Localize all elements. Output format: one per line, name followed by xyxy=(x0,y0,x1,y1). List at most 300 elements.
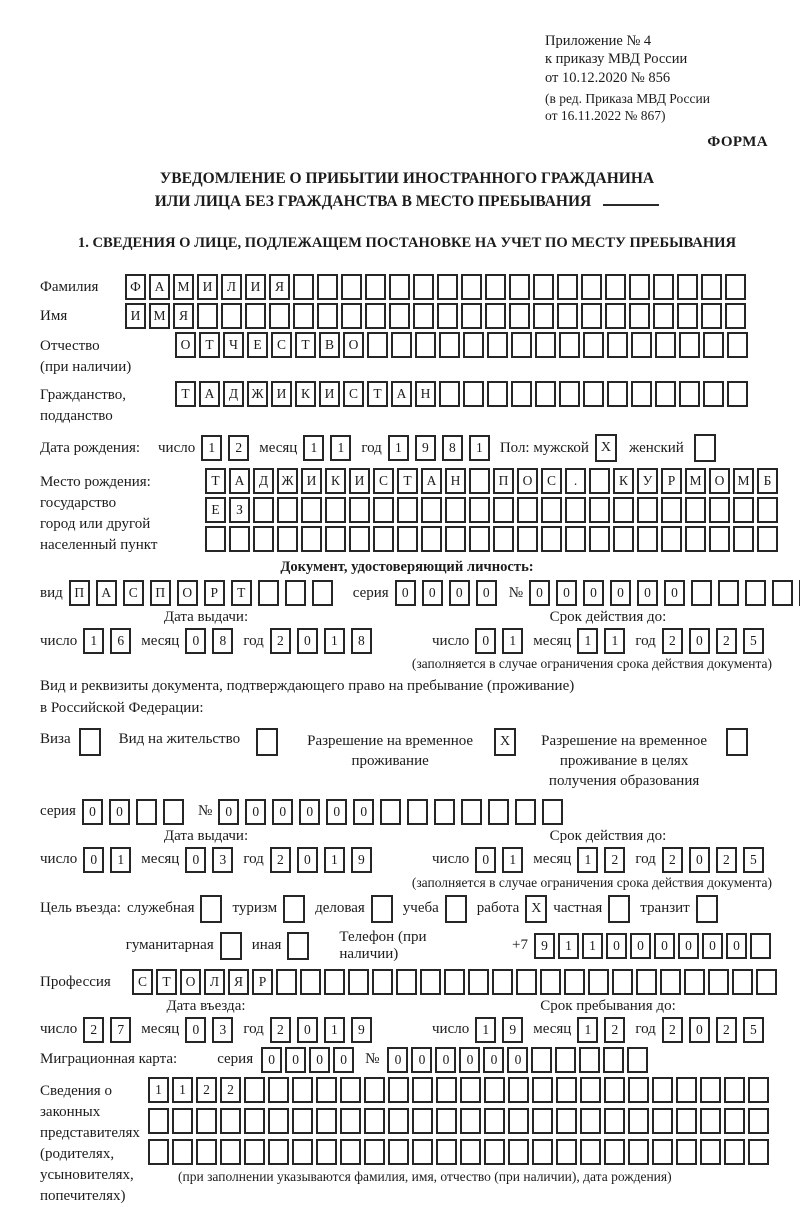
char-box[interactable] xyxy=(581,274,602,300)
char-box[interactable]: 0 xyxy=(664,580,685,606)
char-box[interactable] xyxy=(660,969,681,995)
char-box[interactable] xyxy=(388,1108,409,1134)
char-box[interactable] xyxy=(757,497,778,523)
char-box[interactable]: 0 xyxy=(353,799,374,825)
char-box[interactable]: 2 xyxy=(270,628,291,654)
char-box[interactable] xyxy=(748,1139,769,1165)
char-box[interactable]: Н xyxy=(415,381,436,407)
char-box[interactable] xyxy=(679,381,700,407)
char-box[interactable]: 1 xyxy=(330,435,351,461)
char-box[interactable]: 1 xyxy=(83,628,104,654)
char-box[interactable]: С xyxy=(373,468,394,494)
char-box[interactable]: О xyxy=(177,580,198,606)
char-box[interactable] xyxy=(488,799,509,825)
char-box[interactable] xyxy=(340,1077,361,1103)
char-box[interactable] xyxy=(341,274,362,300)
char-box[interactable]: Т xyxy=(397,468,418,494)
char-box[interactable]: И xyxy=(349,468,370,494)
char-box[interactable] xyxy=(349,526,370,552)
char-box[interactable]: 0 xyxy=(395,580,416,606)
char-box[interactable]: Ф xyxy=(125,274,146,300)
char-box[interactable] xyxy=(292,1108,313,1134)
char-box[interactable] xyxy=(268,1139,289,1165)
char-box[interactable]: О xyxy=(175,332,196,358)
char-box[interactable] xyxy=(365,303,386,329)
char-box[interactable]: 2 xyxy=(716,628,737,654)
char-box[interactable]: В xyxy=(319,332,340,358)
char-box[interactable] xyxy=(436,1139,457,1165)
char-box[interactable]: И xyxy=(301,468,322,494)
char-box[interactable] xyxy=(727,332,748,358)
char-box[interactable] xyxy=(292,1139,313,1165)
char-box[interactable] xyxy=(555,1047,576,1073)
char-box[interactable]: 0 xyxy=(326,799,347,825)
char-box[interactable]: 0 xyxy=(483,1047,504,1073)
char-box[interactable]: 0 xyxy=(387,1047,408,1073)
char-box[interactable] xyxy=(652,1108,673,1134)
char-box[interactable]: Т xyxy=(199,332,220,358)
char-box[interactable]: 0 xyxy=(606,933,627,959)
char-box[interactable]: О xyxy=(709,468,730,494)
char-box[interactable]: 2 xyxy=(83,1017,104,1043)
char-box[interactable]: Т xyxy=(205,468,226,494)
char-box[interactable] xyxy=(757,526,778,552)
char-box[interactable] xyxy=(439,332,460,358)
char-box[interactable] xyxy=(388,1077,409,1103)
char-box[interactable]: 0 xyxy=(411,1047,432,1073)
visa-checkbox[interactable] xyxy=(79,728,101,756)
char-box[interactable]: 0 xyxy=(285,1047,306,1073)
char-box[interactable] xyxy=(629,274,650,300)
char-box[interactable] xyxy=(750,933,771,959)
char-box[interactable] xyxy=(348,969,369,995)
char-box[interactable] xyxy=(220,1139,241,1165)
char-box[interactable] xyxy=(725,303,746,329)
char-box[interactable] xyxy=(677,303,698,329)
char-box[interactable]: Т xyxy=(295,332,316,358)
char-box[interactable]: Я xyxy=(269,274,290,300)
char-box[interactable]: 1 xyxy=(577,847,598,873)
char-box[interactable]: Я xyxy=(173,303,194,329)
char-box[interactable] xyxy=(628,1077,649,1103)
char-box[interactable] xyxy=(445,497,466,523)
char-box[interactable]: Т xyxy=(156,969,177,995)
char-box[interactable] xyxy=(516,969,537,995)
char-box[interactable]: М xyxy=(685,468,706,494)
char-box[interactable] xyxy=(484,1139,505,1165)
char-box[interactable] xyxy=(637,526,658,552)
char-box[interactable] xyxy=(540,969,561,995)
char-box[interactable] xyxy=(700,1139,721,1165)
char-box[interactable] xyxy=(469,497,490,523)
char-box[interactable] xyxy=(469,468,490,494)
char-box[interactable]: А xyxy=(149,274,170,300)
char-box[interactable] xyxy=(324,969,345,995)
char-box[interactable]: У xyxy=(637,468,658,494)
char-box[interactable]: С xyxy=(132,969,153,995)
char-box[interactable] xyxy=(365,274,386,300)
char-box[interactable]: Ж xyxy=(247,381,268,407)
char-box[interactable] xyxy=(541,526,562,552)
char-box[interactable] xyxy=(487,381,508,407)
char-box[interactable]: 2 xyxy=(604,847,625,873)
char-box[interactable]: 0 xyxy=(185,628,206,654)
char-box[interactable] xyxy=(276,969,297,995)
char-box[interactable] xyxy=(509,274,530,300)
char-box[interactable] xyxy=(604,1108,625,1134)
char-box[interactable] xyxy=(613,526,634,552)
char-box[interactable] xyxy=(629,303,650,329)
char-box[interactable] xyxy=(148,1139,169,1165)
char-box[interactable] xyxy=(700,1108,721,1134)
residence-permit-checkbox[interactable] xyxy=(256,728,278,756)
char-box[interactable] xyxy=(485,274,506,300)
char-box[interactable] xyxy=(388,1139,409,1165)
char-box[interactable] xyxy=(745,580,766,606)
char-box[interactable] xyxy=(373,526,394,552)
char-box[interactable] xyxy=(407,799,428,825)
char-box[interactable]: 0 xyxy=(297,628,318,654)
char-box[interactable] xyxy=(484,1108,505,1134)
purpose-humanitarian-checkbox[interactable] xyxy=(220,932,242,960)
char-box[interactable] xyxy=(461,799,482,825)
char-box[interactable] xyxy=(542,799,563,825)
char-box[interactable]: 1 xyxy=(172,1077,193,1103)
char-box[interactable]: 1 xyxy=(558,933,579,959)
char-box[interactable] xyxy=(605,303,626,329)
char-box[interactable] xyxy=(676,1077,697,1103)
char-box[interactable]: 1 xyxy=(324,628,345,654)
char-box[interactable] xyxy=(732,969,753,995)
char-box[interactable]: 0 xyxy=(297,1017,318,1043)
char-box[interactable] xyxy=(628,1108,649,1134)
char-box[interactable] xyxy=(469,526,490,552)
char-box[interactable] xyxy=(253,526,274,552)
char-box[interactable] xyxy=(508,1139,529,1165)
char-box[interactable] xyxy=(244,1139,265,1165)
char-box[interactable] xyxy=(579,1047,600,1073)
char-box[interactable] xyxy=(269,303,290,329)
char-box[interactable]: Т xyxy=(175,381,196,407)
char-box[interactable] xyxy=(589,526,610,552)
char-box[interactable]: 1 xyxy=(469,435,490,461)
char-box[interactable] xyxy=(509,303,530,329)
char-box[interactable]: 9 xyxy=(534,933,555,959)
char-box[interactable] xyxy=(508,1077,529,1103)
char-box[interactable] xyxy=(589,497,610,523)
char-box[interactable] xyxy=(285,580,306,606)
char-box[interactable]: Е xyxy=(247,332,268,358)
char-box[interactable] xyxy=(517,497,538,523)
char-box[interactable] xyxy=(559,332,580,358)
char-box[interactable]: 1 xyxy=(324,1017,345,1043)
char-box[interactable]: 0 xyxy=(507,1047,528,1073)
char-box[interactable] xyxy=(413,274,434,300)
char-box[interactable] xyxy=(444,969,465,995)
char-box[interactable]: 1 xyxy=(502,847,523,873)
temp-residence-checkbox[interactable]: X xyxy=(494,728,516,756)
char-box[interactable]: Ж xyxy=(277,468,298,494)
char-box[interactable] xyxy=(436,1077,457,1103)
char-box[interactable]: 9 xyxy=(502,1017,523,1043)
char-box[interactable]: 1 xyxy=(577,628,598,654)
char-box[interactable] xyxy=(245,303,266,329)
char-box[interactable] xyxy=(556,1077,577,1103)
char-box[interactable]: 0 xyxy=(459,1047,480,1073)
char-box[interactable]: Д xyxy=(223,381,244,407)
char-box[interactable] xyxy=(460,1077,481,1103)
char-box[interactable] xyxy=(724,1077,745,1103)
char-box[interactable]: 8 xyxy=(442,435,463,461)
char-box[interactable] xyxy=(700,1077,721,1103)
char-box[interactable] xyxy=(531,1047,552,1073)
char-box[interactable]: А xyxy=(229,468,250,494)
edu-residence-checkbox[interactable] xyxy=(726,728,748,756)
char-box[interactable] xyxy=(580,1077,601,1103)
char-box[interactable]: 2 xyxy=(716,847,737,873)
char-box[interactable]: 2 xyxy=(662,847,683,873)
char-box[interactable]: 3 xyxy=(212,1017,233,1043)
char-box[interactable] xyxy=(508,1108,529,1134)
char-box[interactable] xyxy=(253,497,274,523)
char-box[interactable]: А xyxy=(96,580,117,606)
char-box[interactable] xyxy=(532,1077,553,1103)
char-box[interactable] xyxy=(627,1047,648,1073)
char-box[interactable]: 0 xyxy=(333,1047,354,1073)
char-box[interactable] xyxy=(725,274,746,300)
char-box[interactable]: А xyxy=(199,381,220,407)
char-box[interactable] xyxy=(565,497,586,523)
purpose-private-checkbox[interactable] xyxy=(608,895,630,923)
char-box[interactable] xyxy=(557,303,578,329)
char-box[interactable]: 0 xyxy=(702,933,723,959)
purpose-other-checkbox[interactable] xyxy=(287,932,309,960)
char-box[interactable] xyxy=(172,1139,193,1165)
char-box[interactable]: Д xyxy=(253,468,274,494)
char-box[interactable] xyxy=(684,969,705,995)
char-box[interactable] xyxy=(258,580,279,606)
char-box[interactable] xyxy=(463,332,484,358)
purpose-transit-checkbox[interactable] xyxy=(696,895,718,923)
char-box[interactable] xyxy=(772,580,793,606)
char-box[interactable]: 9 xyxy=(415,435,436,461)
char-box[interactable] xyxy=(221,303,242,329)
char-box[interactable] xyxy=(559,381,580,407)
char-box[interactable]: 1 xyxy=(604,628,625,654)
char-box[interactable] xyxy=(653,303,674,329)
char-box[interactable]: 2 xyxy=(270,1017,291,1043)
char-box[interactable] xyxy=(532,1139,553,1165)
char-box[interactable]: И xyxy=(271,381,292,407)
char-box[interactable] xyxy=(655,381,676,407)
char-box[interactable] xyxy=(300,969,321,995)
char-box[interactable] xyxy=(756,969,777,995)
char-box[interactable] xyxy=(748,1077,769,1103)
char-box[interactable] xyxy=(340,1139,361,1165)
char-box[interactable]: 0 xyxy=(678,933,699,959)
char-box[interactable] xyxy=(148,1108,169,1134)
char-box[interactable]: 1 xyxy=(324,847,345,873)
char-box[interactable]: 0 xyxy=(261,1047,282,1073)
char-box[interactable] xyxy=(244,1077,265,1103)
purpose-work-checkbox[interactable]: X xyxy=(525,895,547,923)
char-box[interactable]: 5 xyxy=(743,628,764,654)
char-box[interactable]: С xyxy=(123,580,144,606)
char-box[interactable] xyxy=(676,1139,697,1165)
char-box[interactable] xyxy=(229,526,250,552)
char-box[interactable]: Л xyxy=(204,969,225,995)
char-box[interactable]: 2 xyxy=(270,847,291,873)
char-box[interactable]: 5 xyxy=(743,1017,764,1043)
char-box[interactable]: К xyxy=(613,468,634,494)
char-box[interactable] xyxy=(439,381,460,407)
purpose-official-checkbox[interactable] xyxy=(200,895,222,923)
char-box[interactable] xyxy=(636,969,657,995)
char-box[interactable] xyxy=(389,274,410,300)
char-box[interactable] xyxy=(317,274,338,300)
char-box[interactable] xyxy=(727,381,748,407)
char-box[interactable] xyxy=(487,332,508,358)
char-box[interactable]: И xyxy=(197,274,218,300)
char-box[interactable]: Т xyxy=(231,580,252,606)
char-box[interactable] xyxy=(604,1139,625,1165)
char-box[interactable]: И xyxy=(125,303,146,329)
char-box[interactable] xyxy=(312,580,333,606)
char-box[interactable]: О xyxy=(343,332,364,358)
char-box[interactable]: 2 xyxy=(220,1077,241,1103)
char-box[interactable] xyxy=(461,274,482,300)
char-box[interactable]: 3 xyxy=(212,847,233,873)
char-box[interactable]: 0 xyxy=(556,580,577,606)
char-box[interactable]: 1 xyxy=(502,628,523,654)
char-box[interactable]: М xyxy=(149,303,170,329)
char-box[interactable] xyxy=(364,1139,385,1165)
char-box[interactable] xyxy=(172,1108,193,1134)
char-box[interactable]: 1 xyxy=(577,1017,598,1043)
char-box[interactable]: 0 xyxy=(299,799,320,825)
char-box[interactable]: 0 xyxy=(309,1047,330,1073)
char-box[interactable] xyxy=(316,1139,337,1165)
char-box[interactable]: С xyxy=(343,381,364,407)
char-box[interactable] xyxy=(724,1139,745,1165)
char-box[interactable]: Р xyxy=(252,969,273,995)
char-box[interactable] xyxy=(412,1108,433,1134)
char-box[interactable]: К xyxy=(325,468,346,494)
char-box[interactable]: 0 xyxy=(529,580,550,606)
char-box[interactable] xyxy=(436,1108,457,1134)
char-box[interactable] xyxy=(341,303,362,329)
char-box[interactable]: 0 xyxy=(583,580,604,606)
char-box[interactable] xyxy=(607,332,628,358)
char-box[interactable]: Я xyxy=(228,969,249,995)
char-box[interactable] xyxy=(703,332,724,358)
char-box[interactable]: 0 xyxy=(83,847,104,873)
char-box[interactable]: А xyxy=(421,468,442,494)
char-box[interactable]: 1 xyxy=(388,435,409,461)
char-box[interactable] xyxy=(604,1077,625,1103)
purpose-tourism-checkbox[interactable] xyxy=(283,895,305,923)
purpose-study-checkbox[interactable] xyxy=(445,895,467,923)
char-box[interactable] xyxy=(437,274,458,300)
char-box[interactable] xyxy=(580,1108,601,1134)
sex-male-checkbox[interactable]: X xyxy=(595,434,617,462)
char-box[interactable]: 1 xyxy=(582,933,603,959)
char-box[interactable]: 2 xyxy=(662,628,683,654)
char-box[interactable] xyxy=(603,1047,624,1073)
char-box[interactable] xyxy=(685,497,706,523)
char-box[interactable]: А xyxy=(391,381,412,407)
char-box[interactable] xyxy=(541,497,562,523)
notification-number-blank[interactable] xyxy=(603,191,659,206)
char-box[interactable]: 2 xyxy=(604,1017,625,1043)
char-box[interactable] xyxy=(292,1077,313,1103)
char-box[interactable] xyxy=(679,332,700,358)
char-box[interactable] xyxy=(485,303,506,329)
char-box[interactable]: 1 xyxy=(201,435,222,461)
char-box[interactable] xyxy=(748,1108,769,1134)
char-box[interactable] xyxy=(583,332,604,358)
char-box[interactable]: 0 xyxy=(689,1017,710,1043)
char-box[interactable]: 0 xyxy=(689,847,710,873)
char-box[interactable]: М xyxy=(173,274,194,300)
char-box[interactable] xyxy=(277,497,298,523)
char-box[interactable] xyxy=(389,303,410,329)
char-box[interactable]: О xyxy=(180,969,201,995)
char-box[interactable] xyxy=(197,303,218,329)
char-box[interactable] xyxy=(415,332,436,358)
char-box[interactable] xyxy=(589,468,610,494)
char-box[interactable] xyxy=(205,526,226,552)
char-box[interactable] xyxy=(605,274,626,300)
char-box[interactable] xyxy=(484,1077,505,1103)
char-box[interactable]: 0 xyxy=(726,933,747,959)
char-box[interactable] xyxy=(412,1077,433,1103)
char-box[interactable] xyxy=(580,1139,601,1165)
char-box[interactable] xyxy=(556,1108,577,1134)
char-box[interactable] xyxy=(301,497,322,523)
char-box[interactable] xyxy=(612,969,633,995)
char-box[interactable]: 8 xyxy=(351,628,372,654)
char-box[interactable] xyxy=(421,497,442,523)
char-box[interactable] xyxy=(421,526,442,552)
char-box[interactable] xyxy=(607,381,628,407)
char-box[interactable]: Ч xyxy=(223,332,244,358)
char-box[interactable] xyxy=(517,526,538,552)
char-box[interactable]: Р xyxy=(661,468,682,494)
char-box[interactable] xyxy=(373,497,394,523)
char-box[interactable] xyxy=(268,1108,289,1134)
sex-female-checkbox[interactable] xyxy=(694,434,716,462)
char-box[interactable] xyxy=(413,303,434,329)
char-box[interactable]: 0 xyxy=(475,628,496,654)
char-box[interactable]: 0 xyxy=(476,580,497,606)
char-box[interactable] xyxy=(244,1108,265,1134)
char-box[interactable] xyxy=(136,799,157,825)
char-box[interactable]: О xyxy=(517,468,538,494)
char-box[interactable] xyxy=(301,526,322,552)
char-box[interactable] xyxy=(364,1108,385,1134)
char-box[interactable] xyxy=(349,497,370,523)
char-box[interactable] xyxy=(637,497,658,523)
char-box[interactable] xyxy=(268,1077,289,1103)
char-box[interactable] xyxy=(511,332,532,358)
char-box[interactable]: 0 xyxy=(422,580,443,606)
char-box[interactable] xyxy=(676,1108,697,1134)
char-box[interactable] xyxy=(445,526,466,552)
char-box[interactable] xyxy=(437,303,458,329)
char-box[interactable] xyxy=(724,1108,745,1134)
char-box[interactable] xyxy=(515,799,536,825)
